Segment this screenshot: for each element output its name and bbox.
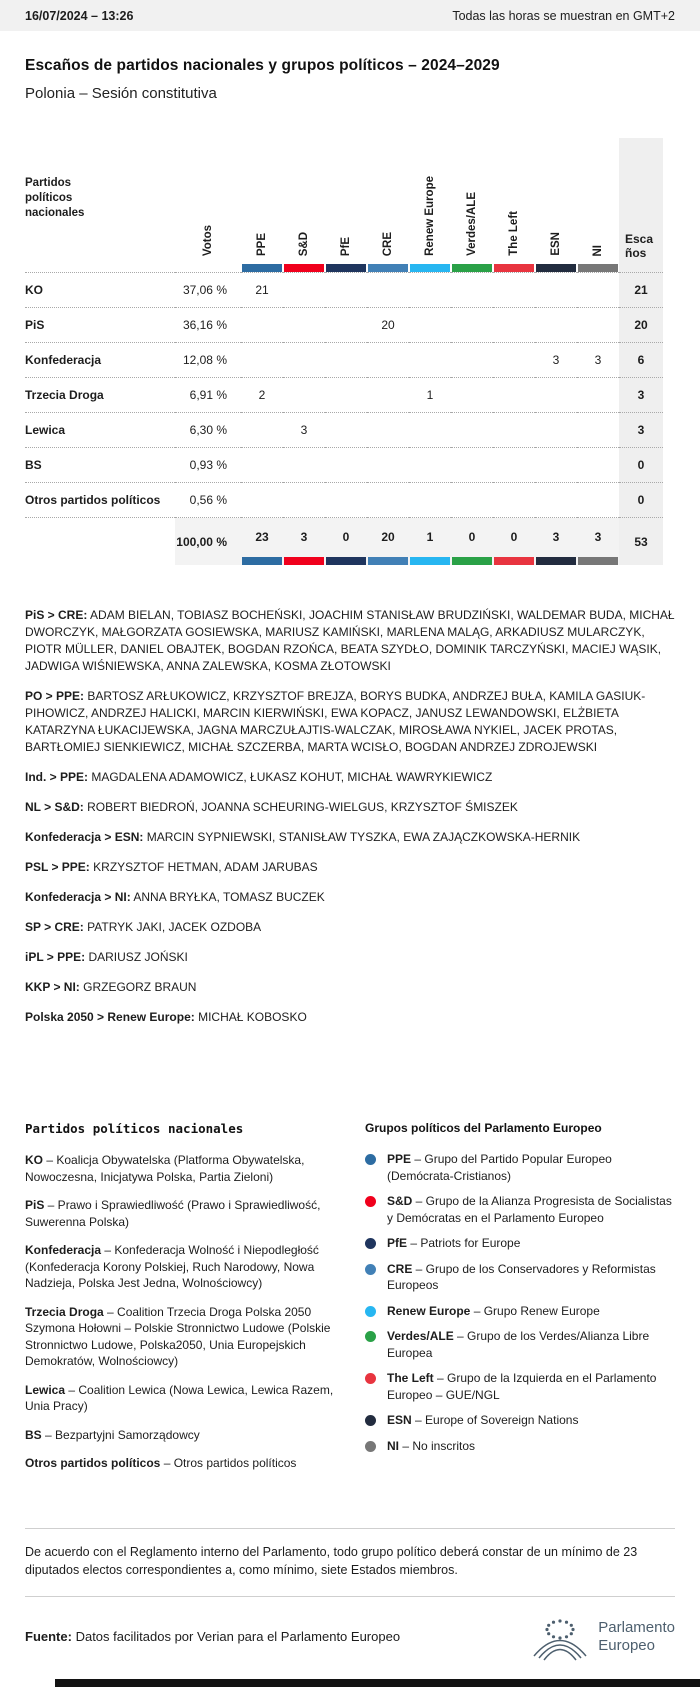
party-abbr: KO [25, 1153, 43, 1167]
seats-in-verdes-ale [451, 413, 493, 448]
seats-in-ppe [241, 343, 283, 378]
group-color-dot [365, 1415, 376, 1426]
total-seats-value: 20 [619, 308, 663, 343]
header-bar [0, 0, 700, 31]
member-list-kkp-ni: KKP > NI: GRZEGORZ BRAUN [25, 980, 197, 994]
group-legend-ni [365, 1438, 675, 1455]
seats-in-pfe [325, 448, 367, 483]
group-label: PfE [340, 236, 352, 256]
party-name: Lewica [25, 413, 175, 448]
group-color-bar [368, 264, 408, 272]
seats-in-renew-europe [409, 483, 451, 518]
party-abbr: Otros partidos políticos [25, 1456, 161, 1470]
group-column-header-verdes-ale [451, 138, 493, 273]
group-abbr: NI [387, 1438, 399, 1453]
seats-in-cre [367, 273, 409, 308]
group-abbr: Renew Europe [387, 1303, 471, 1318]
group-total-value: 1 [426, 530, 434, 544]
seats-in-s-d [283, 273, 325, 308]
group-color-bar [326, 557, 366, 565]
group-total-the-left [493, 518, 535, 566]
bottom-bar [55, 1679, 700, 1687]
group-color-bar [536, 264, 576, 272]
group-color-bar [410, 557, 450, 565]
group-column-header-cre [367, 138, 409, 273]
member-list-po-ppe: PO > PPE: BARTOSZ ARŁUKOWICZ, KRZYSZTOF BREJZA, BORYS BUDKA, ANDRZEJ BUŁA, KAMILA GASIUK-PIHOWICZ, ANDRZEJ HALICKI, MARCIN KIERWIŃSKI, EWA KOPACZ, JANUSZ LEWANDOWSKI, ELŻBIETA KATARZYNA ŁUKACIJEWSKA, JAGNA MARCZUŁAJTIS-WALCZAK, MIROSŁAWA NYKIEL, JACEK PROTAS, BARTŁOMIEJ SIENKIEWICZ, MICHAŁ SZCZERBA, MARTA WCISŁO, BOGDAN ANDRZEJ ZDROJEWSKI [25, 689, 646, 754]
votes-column-label: Votos [202, 224, 214, 256]
group-total-s-d [283, 518, 325, 566]
party-abbr: PiS [25, 1198, 45, 1212]
seats-in-esn: 3 [535, 343, 577, 378]
seats-in-esn [535, 378, 577, 413]
votes-value: 6,30 % [175, 413, 241, 448]
party-name: Otros partidos políticos [25, 483, 175, 518]
report-datetime: 16/07/2024 – 13:26 [25, 8, 134, 23]
group-legend-s-d [365, 1193, 675, 1226]
group-column-header-the-left [493, 138, 535, 273]
seats-in-renew-europe [409, 308, 451, 343]
table-body [25, 273, 663, 518]
party-row-ko [25, 273, 663, 308]
seats-in-the-left [493, 448, 535, 483]
group-color-bar [410, 264, 450, 272]
seats-in-ppe [241, 448, 283, 483]
group-color-bar [284, 264, 324, 272]
total-seats-value: 0 [619, 483, 663, 518]
group-color-bar [242, 557, 282, 565]
group-legend-the-left [365, 1370, 675, 1403]
party-name: KO [25, 273, 175, 308]
seats-in-verdes-ale [451, 483, 493, 518]
group-label: NI [592, 244, 604, 256]
total-seats-value: 3 [619, 378, 663, 413]
group-total-value: 3 [594, 530, 602, 544]
seats-column-header: Escaños [619, 138, 663, 273]
group-abbr: CRE [387, 1261, 413, 1276]
member-list-label: Konfederacja > ESN: [25, 830, 144, 844]
group-abbr: Verdes/ALE [387, 1329, 454, 1343]
group-total-value: 20 [381, 530, 395, 544]
group-legend-text: CRE – Grupo de los Conservadores y Reformistas Europeos [387, 1261, 656, 1292]
seats-in-esn [535, 448, 577, 483]
group-color-bar [368, 557, 408, 565]
group-color-bar [494, 557, 534, 565]
source-row [0, 1597, 700, 1667]
seats-in-pfe [325, 308, 367, 343]
party-name: BS [25, 448, 175, 483]
group-legend-esn [365, 1412, 675, 1429]
total-seats-value: 21 [619, 273, 663, 308]
seats-in-ni [577, 308, 619, 343]
seats-in-renew-europe [409, 273, 451, 308]
group-label: Verdes/ALE [466, 192, 478, 256]
member-list-label: KKP > NI: [25, 980, 80, 994]
party-abbr: BS [25, 1427, 42, 1442]
party-name: Konfederacja [25, 343, 175, 378]
group-total-pfe [325, 518, 367, 566]
group-total-ppe [241, 518, 283, 566]
main-content [0, 57, 700, 1484]
seats-in-cre [367, 413, 409, 448]
member-list-psl-ppe: PSL > PPE: KRZYSZTOF HETMAN, ADAM JARUBAS [25, 860, 318, 874]
group-total-value: 0 [468, 530, 476, 544]
table-header-row [25, 138, 663, 273]
group-legend-ppe [365, 1151, 675, 1184]
seats-in-pfe [325, 378, 367, 413]
group-color-bar [536, 557, 576, 565]
party-row-lewica [25, 413, 663, 448]
group-legend-text: NI – No inscritos [387, 1438, 476, 1453]
seats-in-ni [577, 273, 619, 308]
national-parties-legend [25, 1121, 365, 1484]
seats-in-ppe [241, 308, 283, 343]
member-list-konfederacja-esn: Konfederacja > ESN: MARCIN SYPNIEWSKI, STANISŁAW TYSZKA, EWA ZAJĄCZKOWSKA-HERNIK [25, 830, 581, 844]
party-legend-otros-partidos-pol-ticos: Otros partidos políticos – Otros partidos políticos [25, 1456, 297, 1470]
group-legend-text: Renew Europe – Grupo Renew Europe [387, 1303, 600, 1318]
member-list-label: Polska 2050 > Renew Europe: [25, 1010, 195, 1024]
party-row-bs [25, 448, 663, 483]
party-abbr: Konfederacja [25, 1243, 102, 1257]
group-column-header-s-d [283, 138, 325, 273]
group-color-bar [452, 557, 492, 565]
seats-in-verdes-ale [451, 343, 493, 378]
group-color-bar [326, 264, 366, 272]
seats-in-renew-europe [409, 343, 451, 378]
party-column-header: Partidos políticos nacionales [25, 176, 85, 219]
seats-in-ppe [241, 413, 283, 448]
seats-in-cre: 20 [367, 308, 409, 343]
member-list-label: iPL > PPE: [25, 950, 86, 964]
party-legend-ko: KO – Koalicja Obywatelska (Platforma Obywatelska, Nowoczesna, Inicjatywa Polska, Partia Zieloni) [25, 1153, 305, 1184]
group-legend-text: The Left – Grupo de la Izquierda en el Parlamento Europeo – GUE/NGL [387, 1371, 657, 1402]
total-seats-value: 3 [619, 413, 663, 448]
political-groups-legend [365, 1121, 675, 1484]
group-color-bar [578, 264, 618, 272]
seats-in-verdes-ale [451, 378, 493, 413]
group-total-value: 0 [510, 530, 518, 544]
votes-value: 6,91 % [175, 378, 241, 413]
group-color-bar [494, 264, 534, 272]
party-abbr: Lewica [25, 1382, 66, 1397]
group-total-value: 23 [255, 530, 269, 544]
seats-in-ppe: 2 [241, 378, 283, 413]
seats-in-cre [367, 343, 409, 378]
seats-in-s-d [283, 448, 325, 483]
group-color-dot [365, 1238, 376, 1249]
seats-in-s-d [283, 483, 325, 518]
seats-in-the-left [493, 413, 535, 448]
legend-section [25, 1121, 675, 1484]
group-legend-text: S&D – Grupo de la Alianza Progresista de Socialistas y Demócratas en el Parlamento Europeo [387, 1194, 672, 1225]
group-label: PPE [256, 232, 268, 256]
national-parties-legend-title: Partidos políticos nacionales [25, 1121, 244, 1136]
group-legend-pfe [365, 1235, 675, 1252]
votes-value: 12,08 % [175, 343, 241, 378]
group-total-esn [535, 518, 577, 566]
seats-in-esn [535, 483, 577, 518]
group-abbr: The Left [387, 1371, 434, 1385]
group-color-dot [365, 1331, 376, 1342]
group-color-dot [365, 1154, 376, 1165]
seats-in-renew-europe [409, 413, 451, 448]
source-text: Fuente: Datos facilitados por Verian para el Parlamento Europeo [25, 1629, 401, 1644]
member-list-label: Ind. > PPE: [25, 770, 89, 784]
seats-in-ni [577, 448, 619, 483]
seats-in-esn [535, 308, 577, 343]
group-column-header-esn [535, 138, 577, 273]
footnote: De acuerdo con el Reglamento interno del Parlamento, todo grupo político deberá constar de un mínimo de 23 diputados electos correspondientes a, como mínimo, siete Estados miembros. [25, 1544, 638, 1577]
group-column-header-renew-europe [409, 138, 451, 273]
seats-in-cre [367, 483, 409, 518]
seats-in-renew-europe: 1 [409, 378, 451, 413]
group-color-dot [365, 1373, 376, 1384]
party-row-konfederacja [25, 343, 663, 378]
member-list-nl-s-d: NL > S&D: ROBERT BIEDROŃ, JOANNA SCHEURING-WIELGUS, KRZYSZTOF ŚMISZEK [25, 800, 518, 814]
votes-column-header [175, 138, 241, 273]
seats-in-the-left [493, 308, 535, 343]
member-list-label: PO > PPE: [25, 689, 85, 703]
seats-in-ni [577, 413, 619, 448]
european-parliament-logo [531, 1613, 675, 1661]
group-legend-cre [365, 1261, 675, 1294]
votes-value: 0,93 % [175, 448, 241, 483]
member-lists-section [25, 607, 675, 1026]
member-list-ind-ppe: Ind. > PPE: MAGDALENA ADAMOWICZ, ŁUKASZ KOHUT, MICHAŁ WAWRYKIEWICZ [25, 770, 493, 784]
member-list-label: PiS > CRE: [25, 608, 88, 622]
member-list-konfederacja-ni: Konfederacja > NI: ANNA BRYŁKA, TOMASZ BUCZEK [25, 890, 325, 904]
total-votes-value: 100,00 % [175, 518, 241, 566]
group-color-bar [242, 264, 282, 272]
group-color-dot [365, 1306, 376, 1317]
group-column-header-ppe [241, 138, 283, 273]
group-total-value: 3 [552, 530, 560, 544]
seats-in-cre [367, 448, 409, 483]
group-total-value: 0 [342, 530, 350, 544]
seats-in-ppe [241, 483, 283, 518]
seats-in-verdes-ale [451, 308, 493, 343]
group-color-dot [365, 1264, 376, 1275]
group-legend-text: ESN – Europe of Sovereign Nations [387, 1413, 579, 1427]
member-list-sp-cre: SP > CRE: PATRYK JAKI, JACEK OZDOBA [25, 920, 262, 934]
group-legend-text: PPE – Grupo del Partido Popular Europeo (Demócrata-Cristianos) [387, 1152, 612, 1183]
votes-value: 37,06 % [175, 273, 241, 308]
group-label: Renew Europe [424, 176, 436, 256]
seats-in-ni [577, 483, 619, 518]
group-abbr: PfE [387, 1236, 408, 1250]
party-legend-konfederacja: Konfederacja – Konfederacja Wolność i Niepodległość (Konfederacja Korony Polskiej, Ruch Narodowy, Nowa Nadzieja, Polska Jest Jedna, Wolnościowcy) [25, 1243, 319, 1290]
source-label: Fuente: [25, 1629, 72, 1644]
seats-in-esn [535, 413, 577, 448]
total-row [25, 518, 663, 566]
group-label: S&D [298, 231, 310, 256]
party-row-trzecia-droga [25, 378, 663, 413]
group-legend-text: Verdes/ALE – Grupo de los Verdes/Alianza Libre Europea [387, 1329, 650, 1360]
seats-in-pfe [325, 413, 367, 448]
group-total-renew-europe [409, 518, 451, 566]
party-legend-trzecia-droga: Trzecia Droga – Coalition Trzecia Droga Polska 2050 Szymona Hołowni – Polskie Stronnictwo Ludowe (Polskie Stronnictwo Ludowe, Polska2050, Unia Europejskich Demokratów, Wolnościowcy) [25, 1304, 331, 1368]
group-color-bar [284, 557, 324, 565]
seats-in-ni: 3 [577, 343, 619, 378]
member-list-label: NL > S&D: [25, 800, 84, 814]
grand-total-seats: 53 [619, 518, 663, 566]
seats-in-the-left [493, 273, 535, 308]
group-label: ESN [550, 232, 562, 256]
total-row-spacer [25, 518, 175, 566]
total-seats-value: 6 [619, 343, 663, 378]
party-row-pis [25, 308, 663, 343]
member-list-label: PSL > PPE: [25, 860, 90, 874]
group-color-dot [365, 1196, 376, 1207]
seats-in-s-d [283, 378, 325, 413]
seats-in-the-left [493, 483, 535, 518]
page-subtitle: Polonia – Sesión constitutiva [25, 85, 217, 102]
group-legend-verdes-ale [365, 1328, 675, 1361]
group-legend-renew-europe [365, 1303, 675, 1320]
seats-in-pfe [325, 483, 367, 518]
party-legend-pis: PiS – Prawo i Sprawiedliwość (Prawo i Sprawiedliwość, Suwerenna Polska) [25, 1198, 321, 1229]
party-name: PiS [25, 308, 175, 343]
seats-in-verdes-ale [451, 273, 493, 308]
party-legend-lewica: Lewica – Coalition Lewica (Nowa Lewica, Lewica Razem, Unia Pracy) [25, 1382, 334, 1413]
seats-in-renew-europe [409, 448, 451, 483]
group-color-dot [365, 1441, 376, 1452]
group-column-header-ni [577, 138, 619, 273]
group-legend-text: PfE – Patriots for Europe [387, 1236, 521, 1250]
seats-in-ppe: 21 [241, 273, 283, 308]
page-title: Escaños de partidos nacionales y grupos políticos – 2024–2029 [25, 57, 500, 74]
member-list-ipl-ppe: iPL > PPE: DARIUSZ JOŃSKI [25, 950, 188, 964]
party-abbr: Trzecia Droga [25, 1304, 104, 1319]
seats-in-pfe [325, 273, 367, 308]
seats-in-s-d [283, 343, 325, 378]
group-total-verdes-ale [451, 518, 493, 566]
group-abbr: S&D [387, 1194, 413, 1208]
seats-in-the-left [493, 343, 535, 378]
party-name: Trzecia Droga [25, 378, 175, 413]
political-groups-legend-title: Grupos políticos del Parlamento Europeo [365, 1121, 602, 1135]
parliament-wordmark: Parlamento Europeo [598, 1619, 675, 1654]
votes-value: 36,16 % [175, 308, 241, 343]
party-row-otros-partidos-pol-ticos [25, 483, 663, 518]
seats-in-s-d [283, 308, 325, 343]
group-total-cre [367, 518, 409, 566]
seats-in-ni [577, 378, 619, 413]
member-list-pis-cre: PiS > CRE: ADAM BIELAN, TOBIASZ BOCHEŃSKI, JOACHIM STANISŁAW BRUDZIŃSKI, WALDEMAR BUDA, MICHAŁ DWORCZYK, MAŁGORZATA GOSIEWSKA, MARIUSZ KAMIŃSKI, MARLENA MALĄG, ARKADIUSZ MULARCZYK, PIOTR MÜLLER, DANIEL OBAJTEK, BOGDAN RZOŃCA, BEATA SZYDŁO, DOMINIK TARCZYŃSKI, MACIEJ WĄSIK, JADWIGA WIŚNIEWSKA, ANNA ZALEWSKA, KOSMA ZŁOTOWSKI [25, 608, 675, 673]
member-list-label: SP > CRE: [25, 920, 84, 934]
results-table [25, 138, 663, 565]
group-label: CRE [382, 231, 394, 256]
parliament-hemicycle-icon [531, 1613, 589, 1661]
group-column-header-pfe [325, 138, 367, 273]
group-color-bar [452, 264, 492, 272]
votes-value: 0,56 % [175, 483, 241, 518]
seats-in-cre [367, 378, 409, 413]
total-seats-value: 0 [619, 448, 663, 483]
group-abbr: ESN [387, 1413, 412, 1427]
seats-in-esn [535, 273, 577, 308]
group-abbr: PPE [387, 1152, 412, 1166]
seats-in-verdes-ale [451, 448, 493, 483]
seats-in-pfe [325, 343, 367, 378]
group-total-value: 3 [300, 530, 308, 544]
seats-in-the-left [493, 378, 535, 413]
group-color-bar [578, 557, 618, 565]
member-list-label: Konfederacja > NI: [25, 890, 131, 904]
group-total-ni [577, 518, 619, 566]
timezone-note: Todas las horas se muestran en GMT+2 [452, 8, 675, 23]
party-legend-bs: BS – Bezpartyjni Samorządowcy [25, 1427, 200, 1442]
seats-in-s-d: 3 [283, 413, 325, 448]
group-label: The Left [508, 211, 520, 256]
member-list-polska-2050-renew-europe: Polska 2050 > Renew Europe: MICHAŁ KOBOSKO [25, 1010, 307, 1024]
